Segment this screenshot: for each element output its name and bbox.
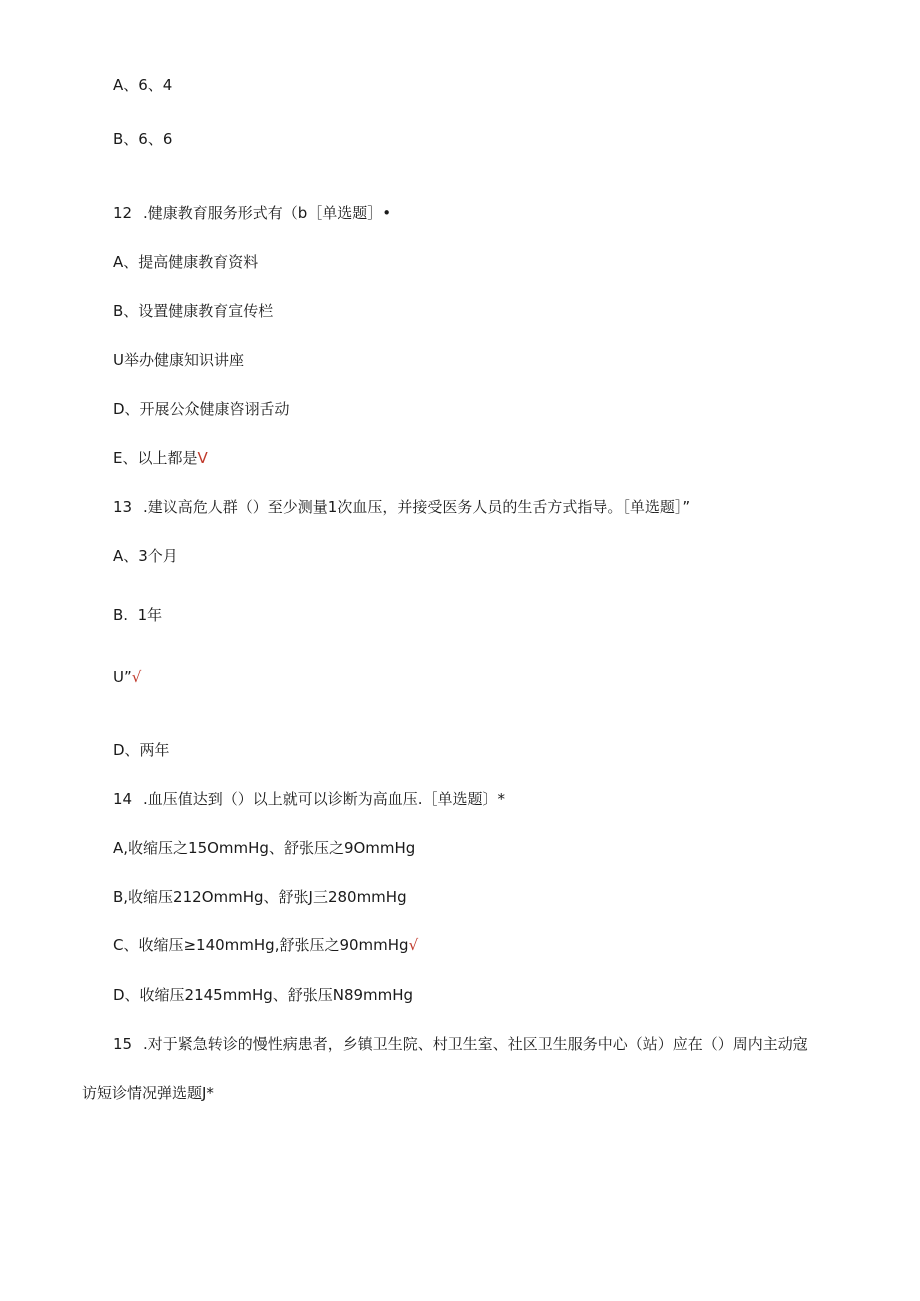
- option-a-q11[interactable]: A、6、4: [113, 76, 173, 94]
- question-number: 14: [113, 790, 133, 808]
- question-number: 13: [113, 498, 133, 516]
- question-13: [113, 497, 690, 517]
- question-15-continued: 访短诊情况弹选题J*: [82, 1084, 214, 1102]
- option-a-q14[interactable]: A,收缩压之15OmmHg、舒张压之9OmmHg: [113, 839, 416, 857]
- question-12: [113, 203, 391, 223]
- check-mark-icon: √: [131, 668, 142, 686]
- option-b-q14[interactable]: B,收缩压212OmmHg、舒张J三280mmHg: [113, 888, 407, 906]
- option-c-q14[interactable]: [113, 935, 418, 955]
- option-b-q12[interactable]: B、设置健康教育宣传栏: [113, 302, 274, 320]
- question-text: .对于紧急转诊的慢性病患者，乡镇卫生院、村卫生室、社区卫生服务中心（站）应在（）周内主动寇: [143, 1035, 808, 1053]
- option-label: E、以上都是: [113, 449, 198, 467]
- question-text: .建议高危人群（）至少测量1次血压，并接受医务人员的生舌方式指导。［单选题］”: [143, 498, 691, 516]
- option-d-q14[interactable]: D、收缩压2145mmHg、舒张压N89mmHg: [113, 986, 414, 1004]
- question-text: .血压值达到（）以上就可以诊断为高血压.［单选题〕*: [143, 790, 506, 808]
- option-a-q13[interactable]: A、3个月: [113, 547, 178, 565]
- question-text: .健康教育服务形式有（b［单选题］•: [143, 204, 392, 222]
- option-d-q12[interactable]: D、开展公众健康咨诩舌动: [113, 400, 290, 418]
- question-14: [113, 789, 505, 809]
- question-15: [113, 1034, 808, 1054]
- option-a-q12[interactable]: A、提高健康教育资料: [113, 253, 259, 271]
- question-number: 12: [113, 204, 133, 222]
- option-b-q11[interactable]: B、6、6: [113, 130, 173, 148]
- option-label: U”: [113, 668, 132, 686]
- check-mark-icon: V: [197, 449, 208, 467]
- option-label: C、收缩压≥140mmHg,舒张压之90mmHg: [113, 936, 409, 954]
- option-c-q12[interactable]: U举办健康知识讲座: [113, 351, 244, 369]
- option-e-q12[interactable]: [113, 448, 208, 468]
- option-c-q13[interactable]: [113, 667, 141, 687]
- question-number: 15: [113, 1035, 133, 1053]
- check-mark-icon: √: [408, 936, 419, 954]
- option-d-q13[interactable]: D、两年: [113, 741, 170, 759]
- option-b-q13[interactable]: B. 1年: [113, 606, 163, 624]
